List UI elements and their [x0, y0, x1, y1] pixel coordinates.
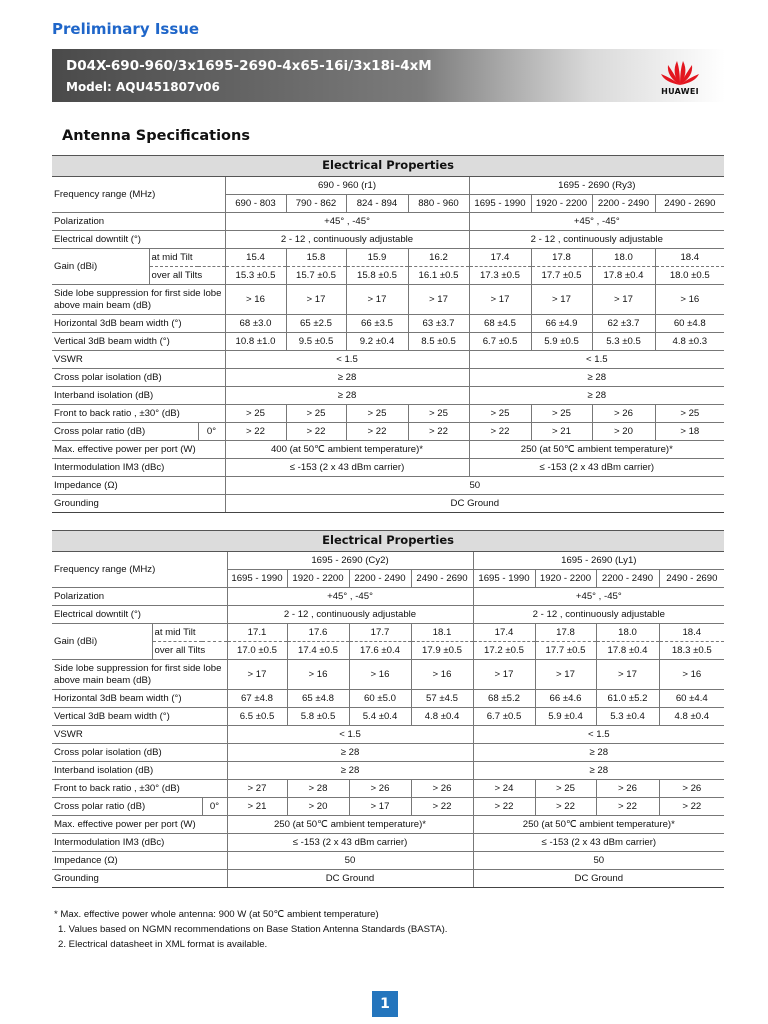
table-cell: ≤ -153 (2 x 43 dBm carrier)	[225, 459, 469, 477]
table-cell: > 17	[346, 285, 408, 315]
table-cell: > 28	[287, 780, 349, 798]
table-cell: > 22	[346, 423, 408, 441]
table-cell: 4.8 ±0.3	[655, 333, 724, 351]
table-cell: 60 ±4.4	[659, 690, 724, 708]
table-cell: > 17	[535, 660, 596, 690]
row-label-max-power: Max. effective power per port (W)	[52, 816, 227, 834]
table-cell: 68 ±4.5	[469, 315, 531, 333]
table-cell: 17.9 ±0.5	[411, 642, 473, 660]
table-cell: ≤ -153 (2 x 43 dBm carrier)	[227, 834, 473, 852]
table-cell: > 22	[286, 423, 346, 441]
row-label-impedance: Impedance (Ω)	[52, 852, 227, 870]
row-label-front-to-back: Front to back ratio , ±30° (dB)	[52, 780, 227, 798]
section-title: Antenna Specifications	[62, 128, 250, 144]
table-cell: 17.4 ±0.5	[287, 642, 349, 660]
row-label-front-to-back: Front to back ratio , ±30° (dB)	[52, 405, 225, 423]
row-sublabel-all-tilts: over all Tilts	[149, 267, 225, 285]
table-cell: 50	[227, 852, 473, 870]
table-cell: 18.0	[592, 249, 655, 267]
xpr-angle: 0°	[202, 798, 227, 816]
table-cell: 2 - 12 , continuously adjustable	[469, 231, 724, 249]
subband-cell: 1920 - 2200	[535, 570, 596, 588]
row-label-hbw: Horizontal 3dB beam width (°)	[52, 315, 225, 333]
table-cell: > 22	[225, 423, 286, 441]
table-cell: > 25	[225, 405, 286, 423]
table-cell: 17.3 ±0.5	[469, 267, 531, 285]
table-cell: > 27	[227, 780, 287, 798]
table-cell: 18.4	[659, 624, 724, 642]
table-cell: 2 - 12 , continuously adjustable	[473, 606, 724, 624]
table-cell: > 26	[349, 780, 411, 798]
table-cell: > 25	[408, 405, 469, 423]
row-label-vswr: VSWR	[52, 726, 227, 744]
table-cell: > 22	[535, 798, 596, 816]
table-cell: 17.8	[535, 624, 596, 642]
table-cell: 5.8 ±0.5	[287, 708, 349, 726]
table-cell: > 26	[592, 405, 655, 423]
table-cell: > 16	[659, 660, 724, 690]
table-cell: > 17	[531, 285, 592, 315]
row-label-cross-polar-ratio: Cross polar ratio (dB)	[52, 423, 198, 441]
table-cell: 6.7 ±0.5	[469, 333, 531, 351]
subband-cell: 2490 - 2690	[659, 570, 724, 588]
row-label-downtilt: Electrical downtilt (°)	[52, 231, 225, 249]
table-cell: ≥ 28	[227, 762, 473, 780]
row-label-gain: Gain (dBi)	[52, 249, 149, 285]
subband-cell: 880 - 960	[408, 195, 469, 213]
footnote: * Max. effective power whole antenna: 900 W (at 50℃ ambient temperature)	[54, 909, 379, 920]
row-label-hbw: Horizontal 3dB beam width (°)	[52, 690, 227, 708]
table-cell: 57 ±4.5	[411, 690, 473, 708]
table-cell: 5.9 ±0.4	[535, 708, 596, 726]
table-cell: 6.7 ±0.5	[473, 708, 535, 726]
table-cell: > 25	[286, 405, 346, 423]
table-cell: 17.4	[473, 624, 535, 642]
table-cell: 5.9 ±0.5	[531, 333, 592, 351]
table-cell: 17.8 ±0.4	[596, 642, 659, 660]
table-cell: 17.1	[227, 624, 287, 642]
table-cell: DC Ground	[473, 870, 724, 888]
table-cell: 60 ±4.8	[655, 315, 724, 333]
table-cell: 18.0 ±0.5	[655, 267, 724, 285]
table-cell: > 25	[346, 405, 408, 423]
table-cell: 18.3 ±0.5	[659, 642, 724, 660]
table-cell: 68 ±5.2	[473, 690, 535, 708]
table-cell: > 20	[287, 798, 349, 816]
subband-cell: 790 - 862	[286, 195, 346, 213]
table-cell: > 25	[531, 405, 592, 423]
footnote: 2. Electrical datasheet in XML format is available.	[58, 939, 268, 950]
subband-cell: 1695 - 1990	[469, 195, 531, 213]
table-cell: 15.8 ±0.5	[346, 267, 408, 285]
table-cell: 66 ±3.5	[346, 315, 408, 333]
page-number: 1	[372, 991, 398, 1017]
table-cell: 15.8	[286, 249, 346, 267]
table-cell: 17.7	[349, 624, 411, 642]
table-cell: 60 ±5.0	[349, 690, 411, 708]
table-cell: 66 ±4.9	[531, 315, 592, 333]
subband-cell: 1920 - 2200	[287, 570, 349, 588]
table-cell: 17.6	[287, 624, 349, 642]
row-label-vswr: VSWR	[52, 351, 225, 369]
row-sublabel-mid-tilt: at mid Tilt	[152, 624, 227, 642]
table-cell: 16.1 ±0.5	[408, 267, 469, 285]
row-label-xpol-isolation: Cross polar isolation (dB)	[52, 744, 227, 762]
table-cell: > 26	[659, 780, 724, 798]
band-header: 1695 - 2690 (Ly1)	[473, 552, 724, 570]
band-header: 1695 - 2690 (Cy2)	[227, 552, 473, 570]
table-cell: 400 (at 50℃ ambient temperature)*	[225, 441, 469, 459]
table-cell: > 25	[469, 405, 531, 423]
table-cell: > 16	[411, 660, 473, 690]
row-label-impedance: Impedance (Ω)	[52, 477, 225, 495]
row-label-polarization: Polarization	[52, 588, 227, 606]
row-label-polarization: Polarization	[52, 213, 225, 231]
table-cell: 4.8 ±0.4	[411, 708, 473, 726]
row-label-cross-polar-ratio: Cross polar ratio (dB)	[52, 798, 202, 816]
row-label-max-power: Max. effective power per port (W)	[52, 441, 225, 459]
table-cell: 2 - 12 , continuously adjustable	[227, 606, 473, 624]
table-cell: ≥ 28	[225, 387, 469, 405]
preliminary-issue-label: Preliminary Issue	[52, 20, 200, 38]
table-cell: 17.0 ±0.5	[227, 642, 287, 660]
huawei-petals-icon	[660, 55, 700, 86]
subband-cell: 824 - 894	[346, 195, 408, 213]
table-cell: 18.4	[655, 249, 724, 267]
table-cell: > 17	[592, 285, 655, 315]
footnotes	[54, 907, 447, 952]
table-cell: 5.4 ±0.4	[349, 708, 411, 726]
subband-cell: 1920 - 2200	[531, 195, 592, 213]
table-cell: ≤ -153 (2 x 43 dBm carrier)	[473, 834, 724, 852]
table-cell: 2 - 12 , continuously adjustable	[225, 231, 469, 249]
table-cell: 5.3 ±0.4	[596, 708, 659, 726]
electrical-properties-table-2	[52, 530, 724, 888]
table-cell: > 22	[596, 798, 659, 816]
row-label-grounding: Grounding	[52, 495, 225, 513]
xpr-angle: 0°	[198, 423, 225, 441]
table-cell: 67 ±4.8	[227, 690, 287, 708]
table-cell: 50	[473, 852, 724, 870]
table-cell: < 1.5	[227, 726, 473, 744]
row-label-gain: Gain (dBi)	[52, 624, 152, 660]
table-cell: > 17	[473, 660, 535, 690]
row-label-vbw: Vertical 3dB beam width (°)	[52, 333, 225, 351]
huawei-wordmark: HUAWEI	[661, 87, 699, 96]
table-cell: > 17	[469, 285, 531, 315]
row-label-grounding: Grounding	[52, 870, 227, 888]
table-cell: > 17	[596, 660, 659, 690]
subband-cell: 2490 - 2690	[411, 570, 473, 588]
table-cell: 50	[225, 477, 724, 495]
table-cell: > 26	[411, 780, 473, 798]
row-label-interband: Interband isolation (dB)	[52, 387, 225, 405]
table-cell: > 17	[227, 660, 287, 690]
table-cell: 250 (at 50℃ ambient temperature)*	[469, 441, 724, 459]
table-cell: 16.2	[408, 249, 469, 267]
subband-cell: 2200 - 2490	[596, 570, 659, 588]
table-cell: ≥ 28	[227, 744, 473, 762]
row-label-interband: Interband isolation (dB)	[52, 762, 227, 780]
table-cell: 15.3 ±0.5	[225, 267, 286, 285]
table-cell: > 22	[408, 423, 469, 441]
table-title: Electrical Properties	[52, 156, 724, 177]
table-cell: 18.1	[411, 624, 473, 642]
table-cell: 15.7 ±0.5	[286, 267, 346, 285]
table-cell: < 1.5	[225, 351, 469, 369]
table-cell: ≥ 28	[473, 744, 724, 762]
table-cell: > 24	[473, 780, 535, 798]
table-cell: < 1.5	[473, 726, 724, 744]
table-cell: 17.7 ±0.5	[535, 642, 596, 660]
table-cell: > 17	[408, 285, 469, 315]
table-cell: 61.0 ±5.2	[596, 690, 659, 708]
table-cell: 17.2 ±0.5	[473, 642, 535, 660]
table-cell: > 21	[227, 798, 287, 816]
row-sublabel-mid-tilt: at mid Tilt	[149, 249, 225, 267]
row-sublabel-all-tilts: over all Tilts	[152, 642, 227, 660]
table-cell: 4.8 ±0.4	[659, 708, 724, 726]
table-cell: ≥ 28	[469, 387, 724, 405]
table-cell: > 22	[473, 798, 535, 816]
subband-cell: 2490 - 2690	[655, 195, 724, 213]
row-label-sidelobe: Side lobe suppression for first side lobe above main beam (dB)	[52, 660, 227, 690]
table-cell: > 22	[411, 798, 473, 816]
table-cell: > 16	[655, 285, 724, 315]
table-cell: > 21	[531, 423, 592, 441]
table-cell: 250 (at 50℃ ambient temperature)*	[227, 816, 473, 834]
table-cell: 17.4	[469, 249, 531, 267]
product-name: D04X-690-960/3x1695-2690-4x65-16i/3x18i-4xM	[66, 58, 432, 74]
table-cell: 5.3 ±0.5	[592, 333, 655, 351]
table-cell: 17.7 ±0.5	[531, 267, 592, 285]
table-cell: > 16	[287, 660, 349, 690]
table-cell: 9.5 ±0.5	[286, 333, 346, 351]
model-number: Model: AQU451807v06	[66, 80, 220, 94]
footnote: 1. Values based on NGMN recommendations on Base Station Antenna Standards (BASTA).	[58, 924, 448, 935]
band-header: 690 - 960 (r1)	[225, 177, 469, 195]
table-cell: +45° , -45°	[473, 588, 724, 606]
table-cell: > 18	[655, 423, 724, 441]
table-cell: > 25	[655, 405, 724, 423]
subband-cell: 2200 - 2490	[349, 570, 411, 588]
table-cell: ≥ 28	[225, 369, 469, 387]
table-cell: +45° , -45°	[227, 588, 473, 606]
subband-cell: 1695 - 1990	[227, 570, 287, 588]
table-cell: > 26	[596, 780, 659, 798]
table-cell: > 25	[535, 780, 596, 798]
table-cell: 65 ±2.5	[286, 315, 346, 333]
table-cell: > 22	[469, 423, 531, 441]
table-cell: 17.8	[531, 249, 592, 267]
table-cell: +45° , -45°	[225, 213, 469, 231]
table-title: Electrical Properties	[52, 531, 724, 552]
table-cell: > 22	[659, 798, 724, 816]
row-label-frequency: Frequency range (MHz)	[52, 177, 225, 213]
electrical-properties-table-1	[52, 155, 724, 513]
table-cell: 17.6 ±0.4	[349, 642, 411, 660]
row-label-im3: Intermodulation IM3 (dBc)	[52, 834, 227, 852]
table-cell: 68 ±3.0	[225, 315, 286, 333]
table-cell: 8.5 ±0.5	[408, 333, 469, 351]
row-label-vbw: Vertical 3dB beam width (°)	[52, 708, 227, 726]
huawei-logo	[645, 55, 715, 99]
row-label-downtilt: Electrical downtilt (°)	[52, 606, 227, 624]
table-cell: ≥ 28	[473, 762, 724, 780]
row-label-frequency: Frequency range (MHz)	[52, 552, 227, 588]
table-cell: 18.0	[596, 624, 659, 642]
table-cell: 6.5 ±0.5	[227, 708, 287, 726]
row-label-sidelobe: Side lobe suppression for first side lobe above main beam (dB)	[52, 285, 225, 315]
table-cell: ≥ 28	[469, 369, 724, 387]
subband-cell: 2200 - 2490	[592, 195, 655, 213]
table-cell: 250 (at 50℃ ambient temperature)*	[473, 816, 724, 834]
table-cell: 63 ±3.7	[408, 315, 469, 333]
table-cell: < 1.5	[469, 351, 724, 369]
table-cell: DC Ground	[227, 870, 473, 888]
table-cell: 17.8 ±0.4	[592, 267, 655, 285]
table-cell: DC Ground	[225, 495, 724, 513]
table-cell: ≤ -153 (2 x 43 dBm carrier)	[469, 459, 724, 477]
row-label-xpol-isolation: Cross polar isolation (dB)	[52, 369, 225, 387]
table-cell: 15.4	[225, 249, 286, 267]
table-cell: > 16	[349, 660, 411, 690]
table-cell: > 17	[349, 798, 411, 816]
table-cell: 10.8 ±1.0	[225, 333, 286, 351]
subband-cell: 690 - 803	[225, 195, 286, 213]
table-cell: 62 ±3.7	[592, 315, 655, 333]
subband-cell: 1695 - 1990	[473, 570, 535, 588]
band-header: 1695 - 2690 (Ry3)	[469, 177, 724, 195]
table-cell: 9.2 ±0.4	[346, 333, 408, 351]
table-cell: 65 ±4.8	[287, 690, 349, 708]
table-cell: > 16	[225, 285, 286, 315]
product-banner	[52, 49, 725, 102]
table-cell: +45° , -45°	[469, 213, 724, 231]
table-cell: 66 ±4.6	[535, 690, 596, 708]
table-cell: > 20	[592, 423, 655, 441]
table-cell: > 17	[286, 285, 346, 315]
table-cell: 15.9	[346, 249, 408, 267]
row-label-im3: Intermodulation IM3 (dBc)	[52, 459, 225, 477]
